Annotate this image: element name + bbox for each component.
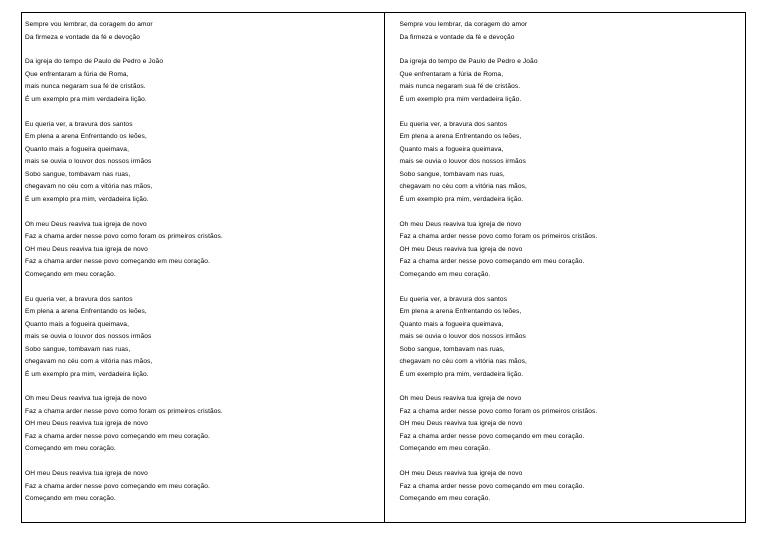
lyric-line: OH meu Deus reaviva tua igreja de novo bbox=[25, 245, 148, 253]
lyric-line: Faz a chama arder nesse povo começando em meu coração. bbox=[399, 482, 585, 490]
lyric-line: mais se ouvia o louvor dos nossos irmãos bbox=[399, 333, 526, 341]
lyric-line: Quanto mais a fogueira queimava, bbox=[399, 320, 504, 328]
lyric-line: Começando em meu coração. bbox=[25, 495, 116, 503]
lyric-line: chegavam no céu com a vitória nas mãos, bbox=[399, 183, 527, 191]
lyric-line: Eu queria ver, a bravura dos santos bbox=[25, 295, 133, 303]
lyric-line: Faz a chama arder nesse povo como foram os primeiros cristãos. bbox=[25, 233, 223, 241]
lyric-line: Sempre vou lembrar, da coragem do amor bbox=[399, 21, 528, 28]
lyric-line: Da firmeza e vontade da fé e devoção bbox=[25, 33, 141, 41]
lyric-line: OH meu Deus reaviva tua igreja de novo bbox=[25, 470, 148, 478]
lyrics-column-left bbox=[22, 13, 384, 522]
lyric-line: mais se ouvia o louvor dos nossos irmãos bbox=[25, 158, 152, 166]
lyric-line: Que enfrentaram a fúria de Roma, bbox=[399, 70, 504, 78]
stanza bbox=[25, 294, 384, 382]
lyric-line: Sempre vou lembrar, da coragem do amor bbox=[25, 21, 153, 28]
lyric-line: Que enfrentaram a fúria de Roma, bbox=[25, 70, 129, 78]
stanza bbox=[400, 119, 746, 207]
lyric-line: Em plena a arena Enfrentando os leões, bbox=[399, 133, 522, 141]
lyric-line: mais nunca negaram sua fé de cristãos. bbox=[25, 83, 146, 91]
lyric-line: Faz a chama arder nesse povo começando em meu coração. bbox=[25, 258, 210, 266]
lyric-line: Faz a chama arder nesse povo começando em meu coração. bbox=[25, 482, 210, 490]
lyric-line: Oh meu Deus reaviva tua igreja de novo bbox=[399, 395, 522, 403]
lyric-line: Faz a chama arder nesse povo começando em meu coração. bbox=[399, 432, 585, 440]
lyric-line: É um exemplo pra mim, verdadeira lição. bbox=[399, 370, 524, 378]
lyric-line: Faz a chama arder nesse povo como foram os primeiros cristãos. bbox=[25, 407, 223, 415]
lyric-line: Quanto mais a fogueira queimava, bbox=[399, 145, 504, 153]
lyric-line: OH meu Deus reaviva tua igreja de novo bbox=[399, 245, 523, 253]
lyric-line: Em plena a arena Enfrentando os leões, bbox=[25, 308, 147, 316]
lyric-line: Em plena a arena Enfrentando os leões, bbox=[25, 133, 147, 141]
lyric-line: Começando em meu coração. bbox=[399, 270, 491, 278]
stanza bbox=[400, 468, 746, 506]
lyric-line: Eu queria ver, a bravura dos santos bbox=[399, 120, 508, 128]
lyric-line: OH meu Deus reaviva tua igreja de novo bbox=[399, 420, 523, 428]
stanza bbox=[25, 119, 384, 207]
lyric-line: Sobo sangue, tombavam nas ruas, bbox=[25, 170, 131, 178]
lyric-line: Da igreja do tempo de Paulo de Pedro e João bbox=[25, 58, 164, 66]
lyric-line: É um exemplo pra mim, verdadeira lição. bbox=[25, 195, 149, 203]
lyric-line: Faz a chama arder nesse povo começando em meu coração. bbox=[25, 432, 210, 440]
lyric-line: Oh meu Deus reaviva tua igreja de novo bbox=[399, 220, 522, 228]
lyrics-sheet bbox=[21, 12, 746, 523]
lyric-line: Oh meu Deus reaviva tua igreja de novo bbox=[25, 220, 147, 228]
stanza bbox=[400, 56, 746, 106]
lyric-line: mais nunca negaram sua fé de cristãos. bbox=[399, 83, 521, 91]
stanza bbox=[400, 19, 746, 44]
stanza bbox=[400, 294, 746, 382]
lyric-line: Eu queria ver, a bravura dos santos bbox=[25, 120, 133, 128]
lyric-line: É um exemplo pra mim verdadeira lição. bbox=[25, 95, 147, 103]
lyric-line: Começando em meu coração. bbox=[399, 445, 491, 453]
lyric-line: Da igreja do tempo de Paulo de Pedro e João bbox=[399, 58, 538, 66]
lyrics-column-right bbox=[384, 13, 746, 522]
stanza bbox=[400, 219, 746, 282]
lyric-line: Começando em meu coração. bbox=[25, 445, 116, 453]
lyric-line: Começando em meu coração. bbox=[399, 495, 491, 503]
stanza bbox=[25, 219, 384, 282]
lyric-line: É um exemplo pra mim, verdadeira lição. bbox=[25, 370, 149, 378]
lyric-line: Eu queria ver, a bravura dos santos bbox=[399, 295, 508, 303]
lyric-line: OH meu Deus reaviva tua igreja de novo bbox=[25, 420, 148, 428]
lyric-line: chegavam no céu com a vitória nas mãos, bbox=[399, 358, 527, 366]
lyric-line: Em plena a arena Enfrentando os leões, bbox=[399, 308, 522, 316]
lyric-line: É um exemplo pra mim, verdadeira lição. bbox=[399, 195, 524, 203]
lyric-line: mais se ouvia o louvor dos nossos irmãos bbox=[399, 158, 526, 166]
lyric-line: Oh meu Deus reaviva tua igreja de novo bbox=[25, 395, 147, 403]
lyric-line: Faz a chama arder nesse povo começando em meu coração. bbox=[399, 258, 585, 266]
lyric-line: mais se ouvia o louvor dos nossos irmãos bbox=[25, 333, 152, 341]
lyric-line: É um exemplo pra mim verdadeira lição. bbox=[399, 95, 522, 103]
lyric-line: Sobo sangue, tombavam nas ruas, bbox=[25, 345, 131, 353]
stanza bbox=[25, 393, 384, 456]
stanza bbox=[25, 56, 384, 106]
lyric-line: OH meu Deus reaviva tua igreja de novo bbox=[399, 470, 523, 478]
lyric-line: chegavam no céu com a vitória nas mãos, bbox=[25, 358, 153, 366]
stanza bbox=[400, 393, 746, 456]
lyric-line: Faz a chama arder nesse povo como foram os primeiros cristãos. bbox=[399, 233, 598, 241]
lyric-line: chegavam no céu com a vitória nas mãos, bbox=[25, 183, 153, 191]
lyric-line: Faz a chama arder nesse povo como foram os primeiros cristãos. bbox=[399, 407, 598, 415]
stanza bbox=[25, 19, 384, 44]
lyric-line: Da firmeza e vontade da fé e devoção bbox=[399, 33, 515, 41]
stanza bbox=[25, 468, 384, 506]
lyric-line: Começando em meu coração. bbox=[25, 270, 116, 278]
lyric-line: Quanto mais a fogueira queimava, bbox=[25, 145, 129, 153]
lyric-line: Sobo sangue, tombavam nas ruas, bbox=[399, 345, 505, 353]
lyric-line: Sobo sangue, tombavam nas ruas, bbox=[399, 170, 505, 178]
lyric-line: Quanto mais a fogueira queimava, bbox=[25, 320, 129, 328]
